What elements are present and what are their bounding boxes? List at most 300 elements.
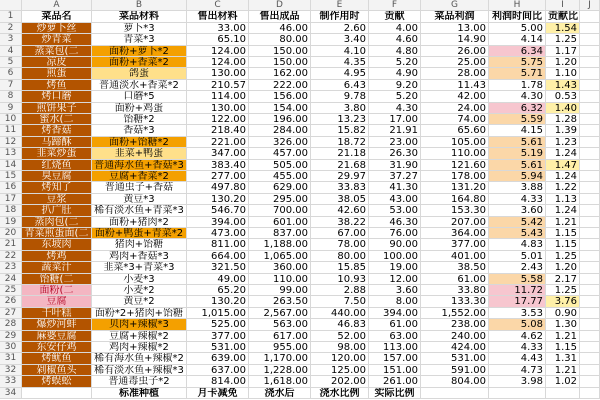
contribution-ratio-cell[interactable]: 1.15 — [546, 342, 580, 353]
sale-price-cell[interactable]: 2,567.00 — [249, 308, 311, 319]
material-cost-cell[interactable]: 473.00 — [187, 228, 249, 239]
empty-cell[interactable] — [580, 228, 600, 239]
header-cell[interactable]: 菜品利润 — [421, 11, 489, 22]
sale-price-cell[interactable]: 263.50 — [249, 296, 311, 307]
dish-name-cell[interactable]: 爆炒河蚌 — [22, 319, 92, 330]
dish-name-cell[interactable]: 臭豆腐 — [22, 171, 92, 182]
row-number[interactable]: 22 — [0, 251, 22, 262]
contribution-cell[interactable]: 9.20 — [369, 80, 421, 91]
dish-name-cell[interactable]: 烤鱿鱼 — [22, 353, 92, 364]
profit-time-ratio-cell[interactable]: 4.33 — [489, 194, 546, 205]
dish-name-cell[interactable]: 烤知了 — [22, 182, 92, 193]
contribution-ratio-cell[interactable]: 1.24 — [546, 171, 580, 182]
profit-cell[interactable]: 65.60 — [421, 125, 489, 136]
dish-name-cell[interactable]: 青菜煎蛋面(二 — [22, 228, 92, 239]
profit-time-ratio-cell[interactable]: 3.53 — [489, 308, 546, 319]
empty-cell[interactable] — [546, 388, 580, 399]
cook-time-cell[interactable]: 9.78 — [311, 91, 369, 102]
profit-time-ratio-cell[interactable]: 6.34 — [489, 46, 546, 57]
profit-time-ratio-cell[interactable]: 5.42 — [489, 217, 546, 228]
ingredients-cell[interactable]: 面粉+香菜*2 — [92, 57, 187, 68]
sale-price-cell[interactable]: 295.00 — [249, 194, 311, 205]
ingredients-cell[interactable]: 萝卜*3 — [92, 23, 187, 34]
cook-time-cell[interactable]: 3.40 — [311, 34, 369, 45]
profit-time-ratio-cell[interactable]: 2.43 — [489, 262, 546, 273]
contribution-cell[interactable]: 394.00 — [369, 308, 421, 319]
dish-name-cell[interactable]: 蜜水(二 — [22, 114, 92, 125]
contribution-ratio-cell[interactable]: 1.28 — [546, 114, 580, 125]
ingredients-cell[interactable]: 普通淡水+香菜*2 — [92, 80, 187, 91]
contribution-cell[interactable]: 5.20 — [369, 57, 421, 68]
material-cost-cell[interactable]: 1,015.00 — [187, 308, 249, 319]
ingredients-cell[interactable]: 韭菜+鸭蛋 — [92, 148, 187, 159]
ingredients-cell[interactable]: 青菜*3 — [92, 34, 187, 45]
profit-cell[interactable]: 424.00 — [421, 342, 489, 353]
footer-label-watering-ratio[interactable]: 浇水比例 — [311, 388, 369, 399]
profit-cell[interactable]: 1,552.00 — [421, 308, 489, 319]
row-number[interactable]: 24 — [0, 274, 22, 285]
profit-cell[interactable]: 164.80 — [421, 194, 489, 205]
header-cell[interactable]: 制作用时 — [311, 11, 369, 22]
sale-price-cell[interactable]: 1,618.00 — [249, 376, 311, 387]
column-header-G[interactable]: G — [421, 0, 489, 11]
sale-price-cell[interactable]: 156.00 — [249, 91, 311, 102]
profit-time-ratio-cell[interactable]: 5.43 — [489, 228, 546, 239]
sale-price-cell[interactable]: 563.00 — [249, 319, 311, 330]
ingredients-cell[interactable]: 面粉+饴糖*2 — [92, 137, 187, 148]
ingredients-cell[interactable]: 面粉+萝卜*2 — [92, 46, 187, 57]
row-number[interactable]: 27 — [0, 308, 22, 319]
dish-name-cell[interactable]: 蒸菜包(二 — [22, 46, 92, 57]
dish-name-cell[interactable]: 东安仔鸡 — [22, 342, 92, 353]
contribution-cell[interactable]: 151.00 — [369, 365, 421, 376]
material-cost-cell[interactable]: 114.00 — [187, 91, 249, 102]
contribution-cell[interactable]: 31.90 — [369, 160, 421, 171]
profit-cell[interactable]: 240.00 — [421, 331, 489, 342]
dish-name-cell[interactable]: 炒青菜 — [22, 34, 92, 45]
material-cost-cell[interactable]: 497.80 — [187, 182, 249, 193]
empty-cell[interactable] — [580, 57, 600, 68]
row-number[interactable]: 29 — [0, 331, 22, 342]
profit-time-ratio-cell[interactable]: 5.94 — [489, 171, 546, 182]
profit-time-ratio-cell[interactable]: 4.30 — [489, 91, 546, 102]
profit-time-ratio-cell[interactable]: 4.62 — [489, 331, 546, 342]
cook-time-cell[interactable]: 10.93 — [311, 274, 369, 285]
row-number[interactable]: 2 — [0, 23, 22, 34]
row-number[interactable]: 34 — [0, 388, 22, 399]
profit-cell[interactable]: 13.00 — [421, 23, 489, 34]
material-cost-cell[interactable]: 814.00 — [187, 376, 249, 387]
cook-time-cell[interactable]: 38.05 — [311, 194, 369, 205]
material-cost-cell[interactable]: 124.00 — [187, 46, 249, 57]
cook-time-cell[interactable]: 6.43 — [311, 80, 369, 91]
row-number[interactable]: 14 — [0, 160, 22, 171]
empty-cell[interactable] — [580, 11, 600, 22]
dish-name-cell[interactable]: 烤鸡 — [22, 251, 92, 262]
contribution-ratio-cell[interactable]: 1.54 — [546, 23, 580, 34]
cook-time-cell[interactable]: 18.72 — [311, 137, 369, 148]
profit-cell[interactable]: 24.00 — [421, 103, 489, 114]
profit-cell[interactable]: 377.00 — [421, 239, 489, 250]
contribution-ratio-cell[interactable]: 1.25 — [546, 285, 580, 296]
profit-time-ratio-cell[interactable]: 5.59 — [489, 114, 546, 125]
row-number[interactable]: 10 — [0, 114, 22, 125]
empty-cell[interactable] — [580, 160, 600, 171]
sale-price-cell[interactable]: 1,065.00 — [249, 251, 311, 262]
cook-time-cell[interactable]: 15.85 — [311, 262, 369, 273]
contribution-ratio-cell[interactable]: 1.47 — [546, 160, 580, 171]
row-number[interactable]: 13 — [0, 148, 22, 159]
contribution-cell[interactable]: 17.00 — [369, 114, 421, 125]
contribution-ratio-cell[interactable]: 3.76 — [546, 296, 580, 307]
contribution-ratio-cell[interactable]: 1.20 — [546, 262, 580, 273]
material-cost-cell[interactable]: 546.70 — [187, 205, 249, 216]
sale-price-cell[interactable]: 196.00 — [249, 114, 311, 125]
contribution-ratio-cell[interactable]: 1.10 — [546, 68, 580, 79]
contribution-ratio-cell[interactable]: 1.15 — [546, 239, 580, 250]
empty-cell[interactable] — [580, 114, 600, 125]
empty-cell[interactable] — [580, 331, 600, 342]
material-cost-cell[interactable]: 637.00 — [187, 365, 249, 376]
dish-name-cell[interactable]: 烤香菇 — [22, 125, 92, 136]
profit-cell[interactable]: 364.00 — [421, 228, 489, 239]
contribution-ratio-cell[interactable]: 1.24 — [546, 205, 580, 216]
empty-cell[interactable] — [580, 285, 600, 296]
material-cost-cell[interactable]: 664.00 — [187, 251, 249, 262]
profit-time-ratio-cell[interactable]: 11.72 — [489, 285, 546, 296]
contribution-cell[interactable]: 53.00 — [369, 205, 421, 216]
contribution-ratio-cell[interactable]: 1.13 — [546, 194, 580, 205]
row-number[interactable]: 16 — [0, 182, 22, 193]
material-cost-cell[interactable]: 122.00 — [187, 114, 249, 125]
cook-time-cell[interactable]: 29.97 — [311, 171, 369, 182]
row-number[interactable]: 12 — [0, 137, 22, 148]
sale-price-cell[interactable]: 837.00 — [249, 228, 311, 239]
ingredients-cell[interactable]: 贝肉+辣椒*3 — [92, 319, 187, 330]
profit-time-ratio-cell[interactable]: 4.43 — [489, 353, 546, 364]
material-cost-cell[interactable]: 130.20 — [187, 296, 249, 307]
footer-label-monthly-discount[interactable]: 月卡减免 — [187, 388, 249, 399]
contribution-ratio-cell[interactable]: 1.20 — [546, 57, 580, 68]
cook-time-cell[interactable]: 38.22 — [311, 217, 369, 228]
cook-time-cell[interactable]: 78.00 — [311, 239, 369, 250]
profit-time-ratio-cell[interactable]: 3.60 — [489, 205, 546, 216]
sale-price-cell[interactable]: 629.00 — [249, 182, 311, 193]
dish-name-cell[interactable]: 饴糖(二 — [22, 274, 92, 285]
profit-cell[interactable]: 14.90 — [421, 34, 489, 45]
contribution-ratio-cell[interactable]: 1.40 — [546, 103, 580, 114]
cook-time-cell[interactable]: 3.80 — [311, 103, 369, 114]
ingredients-cell[interactable]: 鸡肉+香菇*3 — [92, 251, 187, 262]
row-number[interactable]: 15 — [0, 171, 22, 182]
sale-price-cell[interactable]: 99.00 — [249, 285, 311, 296]
material-cost-cell[interactable]: 49.00 — [187, 274, 249, 285]
empty-cell[interactable] — [580, 308, 600, 319]
ingredients-cell[interactable]: 普通虫子+香菇 — [92, 182, 187, 193]
empty-cell[interactable] — [580, 46, 600, 57]
profit-time-ratio-cell[interactable]: 5.61 — [489, 137, 546, 148]
cook-time-cell[interactable]: 21.18 — [311, 148, 369, 159]
empty-cell[interactable] — [580, 34, 600, 45]
profit-cell[interactable]: 131.20 — [421, 182, 489, 193]
empty-cell[interactable] — [580, 148, 600, 159]
ingredients-cell[interactable]: 小麦*2 — [92, 285, 187, 296]
empty-cell[interactable] — [580, 217, 600, 228]
dish-name-cell[interactable]: 麻婆豆腐 — [22, 331, 92, 342]
profit-cell[interactable]: 804.00 — [421, 376, 489, 387]
contribution-ratio-cell[interactable]: 1.21 — [546, 217, 580, 228]
cook-time-cell[interactable]: 4.10 — [311, 46, 369, 57]
contribution-cell[interactable]: 21.91 — [369, 125, 421, 136]
ingredients-cell[interactable]: 稀有淡水鱼+辣椒*3 — [92, 365, 187, 376]
empty-cell[interactable] — [580, 125, 600, 136]
ingredients-cell[interactable]: 豆腐+辣椒*2 — [92, 331, 187, 342]
empty-cell[interactable] — [580, 319, 600, 330]
material-cost-cell[interactable]: 65.20 — [187, 285, 249, 296]
row-number[interactable]: 21 — [0, 239, 22, 250]
cook-time-cell[interactable]: 7.50 — [311, 296, 369, 307]
cook-time-cell[interactable]: 2.60 — [311, 23, 369, 34]
profit-cell[interactable]: 153.30 — [421, 205, 489, 216]
dish-name-cell[interactable]: 豆腐 — [22, 296, 92, 307]
sale-price-cell[interactable]: 284.00 — [249, 125, 311, 136]
empty-cell[interactable] — [580, 376, 600, 387]
sale-price-cell[interactable]: 617.00 — [249, 331, 311, 342]
contribution-ratio-cell[interactable]: 0.53 — [546, 91, 580, 102]
dish-name-cell[interactable]: 面粉(二 — [22, 285, 92, 296]
profit-time-ratio-cell[interactable]: 4.73 — [489, 365, 546, 376]
contribution-cell[interactable]: 100.00 — [369, 251, 421, 262]
column-header-J[interactable]: J — [580, 0, 600, 11]
row-number[interactable]: 18 — [0, 205, 22, 216]
header-cell[interactable]: 菜品材料 — [92, 11, 187, 22]
contribution-cell[interactable]: 90.00 — [369, 239, 421, 250]
profit-cell[interactable]: 105.00 — [421, 137, 489, 148]
contribution-ratio-cell[interactable]: 1.25 — [546, 34, 580, 45]
header-cell[interactable]: 售出材料 — [187, 11, 249, 22]
cook-time-cell[interactable]: 202.00 — [311, 376, 369, 387]
profit-time-ratio-cell[interactable]: 5.75 — [489, 57, 546, 68]
dish-name-cell[interactable]: 煎饼果子 — [22, 103, 92, 114]
material-cost-cell[interactable]: 130.00 — [187, 103, 249, 114]
material-cost-cell[interactable]: 221.00 — [187, 137, 249, 148]
dish-name-cell[interactable]: 烤鱼 — [22, 80, 92, 91]
material-cost-cell[interactable]: 321.50 — [187, 262, 249, 273]
profit-cell[interactable]: 42.00 — [421, 91, 489, 102]
dish-name-cell[interactable]: 韭菜炒蛋 — [22, 148, 92, 159]
contribution-cell[interactable]: 4.80 — [369, 46, 421, 57]
empty-cell[interactable] — [580, 251, 600, 262]
header-cell[interactable]: 贡献比 — [548, 11, 578, 23]
row-number[interactable]: 26 — [0, 296, 22, 307]
empty-cell[interactable] — [580, 296, 600, 307]
sale-price-cell[interactable]: 700.00 — [249, 205, 311, 216]
contribution-cell[interactable]: 8.00 — [369, 296, 421, 307]
contribution-cell[interactable]: 61.00 — [369, 319, 421, 330]
contribution-cell[interactable]: 26.30 — [369, 148, 421, 159]
ingredients-cell[interactable]: 普通毒虫子*2 — [92, 376, 187, 387]
dish-name-cell[interactable]: 烤蜈蚣 — [22, 376, 92, 387]
dish-name-cell[interactable]: 剁椒鱼头 — [22, 365, 92, 376]
ingredients-cell[interactable]: 鸡肉+辣椒*2 — [92, 342, 187, 353]
row-number[interactable]: 20 — [0, 228, 22, 239]
footer-label-actual-ratio[interactable]: 实际比例 — [369, 388, 421, 399]
contribution-cell[interactable]: 4.00 — [369, 23, 421, 34]
ingredients-cell[interactable]: 豆腐+香菜*2 — [92, 171, 187, 182]
cook-time-cell[interactable]: 67.00 — [311, 228, 369, 239]
row-number[interactable]: 31 — [0, 353, 22, 364]
profit-time-ratio-cell[interactable]: 17.77 — [489, 296, 546, 307]
material-cost-cell[interactable]: 130.00 — [187, 68, 249, 79]
empty-cell[interactable] — [580, 103, 600, 114]
contribution-ratio-cell[interactable]: 1.43 — [546, 80, 580, 91]
contribution-ratio-cell[interactable]: 0.90 — [546, 308, 580, 319]
profit-cell[interactable]: 401.00 — [421, 251, 489, 262]
column-header-A[interactable]: A — [22, 0, 92, 11]
ingredients-cell[interactable]: 饴糖*2 — [92, 114, 187, 125]
row-number[interactable]: 5 — [0, 57, 22, 68]
row-number[interactable]: 8 — [0, 91, 22, 102]
profit-time-ratio-cell[interactable]: 5.01 — [489, 251, 546, 262]
cook-time-cell[interactable]: 42.60 — [311, 205, 369, 216]
contribution-cell[interactable]: 37.27 — [369, 171, 421, 182]
empty-cell[interactable] — [580, 23, 600, 34]
sale-price-cell[interactable]: 150.00 — [249, 57, 311, 68]
empty-cell[interactable] — [580, 274, 600, 285]
row-number[interactable]: 19 — [0, 217, 22, 228]
dish-name-cell[interactable]: 煎蛋 — [22, 68, 92, 79]
contribution-ratio-cell[interactable]: 1.22 — [546, 182, 580, 193]
profit-time-ratio-cell[interactable]: 4.14 — [489, 34, 546, 45]
row-number[interactable]: 28 — [0, 319, 22, 330]
empty-cell[interactable] — [580, 353, 600, 364]
column-header-D[interactable]: D — [249, 0, 311, 11]
profit-time-ratio-cell[interactable]: 5.71 — [489, 68, 546, 79]
profit-cell[interactable]: 238.00 — [421, 319, 489, 330]
contribution-cell[interactable]: 157.00 — [369, 353, 421, 364]
empty-cell[interactable] — [580, 171, 600, 182]
header-cell[interactable]: 贡献 — [369, 11, 421, 22]
cook-time-cell[interactable]: 125.00 — [311, 365, 369, 376]
profit-cell[interactable]: 531.00 — [421, 353, 489, 364]
contribution-cell[interactable]: 23.00 — [369, 137, 421, 148]
empty-cell[interactable] — [580, 194, 600, 205]
contribution-cell[interactable]: 113.00 — [369, 342, 421, 353]
contribution-ratio-cell[interactable]: 1.39 — [546, 125, 580, 136]
cook-time-cell[interactable]: 33.83 — [311, 182, 369, 193]
header-cell[interactable]: 利润时间比 — [489, 11, 546, 22]
dish-name-cell[interactable]: 千叶糕 — [22, 308, 92, 319]
contribution-cell[interactable]: 76.00 — [369, 228, 421, 239]
ingredients-cell[interactable]: 稀有淡水鱼+青菜*3 — [92, 205, 187, 216]
row-number[interactable]: 6 — [0, 68, 22, 79]
sale-price-cell[interactable]: 222.00 — [249, 80, 311, 91]
contribution-ratio-cell[interactable]: 1.21 — [546, 331, 580, 342]
sale-price-cell[interactable]: 154.00 — [249, 103, 311, 114]
profit-cell[interactable]: 207.00 — [421, 217, 489, 228]
empty-cell[interactable] — [580, 239, 600, 250]
empty-cell[interactable] — [580, 137, 600, 148]
material-cost-cell[interactable]: 277.00 — [187, 171, 249, 182]
row-number[interactable]: 23 — [0, 262, 22, 273]
dish-name-cell[interactable]: 马蹄酥 — [22, 137, 92, 148]
empty-cell[interactable] — [580, 262, 600, 273]
empty-cell[interactable] — [580, 68, 600, 79]
material-cost-cell[interactable]: 639.00 — [187, 353, 249, 364]
sale-price-cell[interactable]: 955.00 — [249, 342, 311, 353]
contribution-ratio-cell[interactable]: 1.24 — [546, 148, 580, 159]
material-cost-cell[interactable]: 347.00 — [187, 148, 249, 159]
profit-time-ratio-cell[interactable]: 5.00 — [489, 23, 546, 34]
cook-time-cell[interactable]: 4.35 — [311, 57, 369, 68]
contribution-cell[interactable]: 4.30 — [369, 103, 421, 114]
cook-time-cell[interactable]: 440.00 — [311, 308, 369, 319]
sale-price-cell[interactable]: 326.00 — [249, 137, 311, 148]
cook-time-cell[interactable]: 46.83 — [311, 319, 369, 330]
profit-cell[interactable]: 25.00 — [421, 57, 489, 68]
cook-time-cell[interactable]: 2.88 — [311, 285, 369, 296]
empty-cell[interactable] — [580, 80, 600, 91]
profit-cell[interactable]: 133.30 — [421, 296, 489, 307]
dish-name-cell[interactable]: 东坡肉 — [22, 239, 92, 250]
material-cost-cell[interactable]: 124.00 — [187, 57, 249, 68]
profit-time-ratio-cell[interactable]: 4.33 — [489, 342, 546, 353]
profit-cell[interactable]: 33.80 — [421, 285, 489, 296]
contribution-ratio-cell[interactable]: 1.17 — [546, 46, 580, 57]
ingredients-cell[interactable]: 面粉+猪肉*2 — [92, 217, 187, 228]
footer-label-standard-planting[interactable]: 标准种植 — [92, 388, 187, 399]
profit-time-ratio-cell[interactable]: 6.32 — [489, 103, 546, 114]
row-number[interactable]: 32 — [0, 365, 22, 376]
contribution-cell[interactable]: 41.30 — [369, 182, 421, 193]
material-cost-cell[interactable]: 531.00 — [187, 342, 249, 353]
empty-cell[interactable] — [580, 365, 600, 376]
profit-time-ratio-cell[interactable]: 4.15 — [489, 125, 546, 136]
contribution-cell[interactable]: 43.00 — [369, 194, 421, 205]
sale-price-cell[interactable]: 110.00 — [249, 274, 311, 285]
sale-price-cell[interactable]: 601.00 — [249, 217, 311, 228]
profit-time-ratio-cell[interactable]: 5.58 — [489, 274, 546, 285]
contribution-cell[interactable]: 63.00 — [369, 331, 421, 342]
sale-price-cell[interactable]: 360.00 — [249, 262, 311, 273]
cook-time-cell[interactable]: 13.23 — [311, 114, 369, 125]
column-header-F[interactable]: F — [369, 0, 421, 11]
cook-time-cell[interactable]: 15.82 — [311, 125, 369, 136]
contribution-cell[interactable]: 46.30 — [369, 217, 421, 228]
material-cost-cell[interactable]: 383.40 — [187, 160, 249, 171]
cook-time-cell[interactable]: 120.00 — [311, 353, 369, 364]
cook-time-cell[interactable]: 52.00 — [311, 331, 369, 342]
empty-cell[interactable] — [489, 388, 546, 399]
contribution-ratio-cell[interactable]: 1.30 — [546, 319, 580, 330]
row-number[interactable]: 25 — [0, 285, 22, 296]
column-header-C[interactable]: C — [187, 0, 249, 11]
empty-cell[interactable] — [580, 205, 600, 216]
dish-name-cell[interactable]: 蒸肉包(二 — [22, 217, 92, 228]
profit-cell[interactable]: 28.00 — [421, 68, 489, 79]
sale-price-cell[interactable]: 1,228.00 — [249, 365, 311, 376]
sale-price-cell[interactable]: 46.00 — [249, 23, 311, 34]
cook-time-cell[interactable]: 21.68 — [311, 160, 369, 171]
profit-time-ratio-cell[interactable]: 5.08 — [489, 319, 546, 330]
ingredients-cell[interactable]: 香菇*3 — [92, 125, 187, 136]
header-cell[interactable]: 菜品名 — [22, 11, 92, 22]
ingredients-cell[interactable]: 韭菜*3+青菜*3 — [92, 262, 187, 273]
row-number[interactable]: 3 — [0, 34, 22, 45]
contribution-ratio-cell[interactable]: 2.17 — [546, 274, 580, 285]
material-cost-cell[interactable]: 210.57 — [187, 80, 249, 91]
profit-time-ratio-cell[interactable]: 3.88 — [489, 182, 546, 193]
